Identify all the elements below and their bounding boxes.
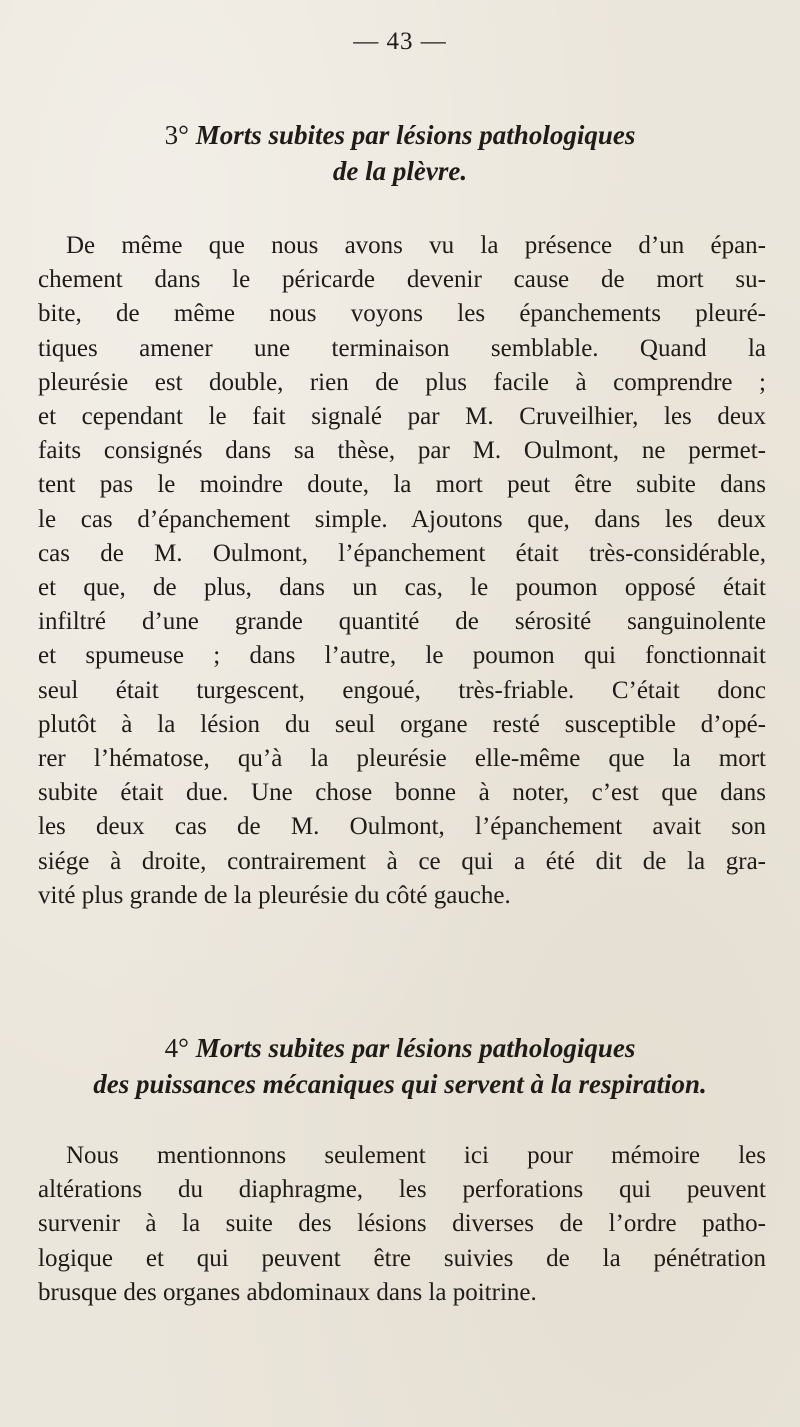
paragraph-1-line: seul était turgescent, engoué, très-friable. C’était donc [38,676,766,704]
paragraph-1-line: chement dans le péricarde devenir cause de mort su- [38,266,766,294]
paragraph-1-line: et que, de plus, dans un cas, le poumon opposé était [38,574,766,602]
paragraph-1-line: siége à droite, contrairement à ce qui a été dit de la gra- [38,847,766,875]
paragraph-2 [38,1139,766,1310]
paragraph-2-line: altérations du diaphragme, les perforations qui peuvent [38,1176,766,1204]
paragraph-1-line: les deux cas de M. Oulmont, l’épanchement avait son [38,813,766,841]
paragraph-1-line: infiltré d’une grande quantité de sérosité sanguinolente [38,608,766,636]
section-4-number: 4° [164,1033,189,1063]
paragraph-1-line: tiques amener une terminaison semblable. Quand la [38,334,766,362]
paragraph-1-line: rer l’hématose, qu’à la pleurésie elle-même que la mort [38,745,766,773]
section-4-title-line-1: Morts subites par lésions pathologiques [195,1033,636,1063]
paragraph-2-line: logique et qui peuvent être suivies de la pénétration [38,1244,766,1272]
paragraph-1-line: cas de M. Oulmont, l’épanchement était très-considérable, [38,539,766,567]
paragraph-2-line: brusque des organes abdominaux dans la poitrine. [38,1278,537,1306]
paragraph-1-line: et spumeuse ; dans l’autre, le poumon qui fonctionnait [38,642,766,670]
section-4-heading-line-1 [0,1030,800,1066]
page-number: — 43 — [353,28,447,55]
paragraph-1-line: De même que nous avons vu la présence d’un épan- [66,232,766,259]
paragraph-1-line: le cas d’épanchement simple. Ajoutons que, dans les deux [38,505,766,533]
paragraph-1-line: subite était due. Une chose bonne à noter, c’est que dans [38,779,766,807]
paragraph-1-line: tent pas le moindre doute, la mort peut être subite dans [38,471,766,499]
paragraph-1-line: et cependant le fait signalé par M. Cruveilhier, les deux [38,403,766,431]
paragraph-1-line: faits consignés dans sa thèse, par M. Oulmont, ne permet- [38,437,766,465]
section-3-title-line-1: Morts subites par lésions pathologiques [195,120,636,150]
paragraph-2-line: survenir à la suite des lésions diverses de l’ordre patho- [38,1210,766,1238]
section-4-title-line-2: des puissances mécaniques qui servent à la respiration. [93,1069,707,1099]
section-3-heading-line-1 [0,117,800,153]
paragraph-1-line: vité plus grande de la pleurésie du côté gauche. [38,881,511,909]
section-3-number: 3° [164,120,189,150]
section-3-heading [0,117,800,189]
paragraph-1-line: plutôt à la lésion du seul organe resté susceptible d’opé- [38,710,766,738]
paragraph-1-line: bite, de même nous voyons les épanchements pleuré- [38,300,766,328]
paragraph-1-line: pleurésie est double, rien de plus facile à comprendre ; [38,368,766,396]
section-4-heading [0,1030,800,1102]
paragraph-2-line: Nous mentionnons seulement ici pour mémoire les [66,1142,766,1169]
section-3-title-line-2: de la plèvre. [332,156,468,186]
paragraph-1 [38,229,766,913]
